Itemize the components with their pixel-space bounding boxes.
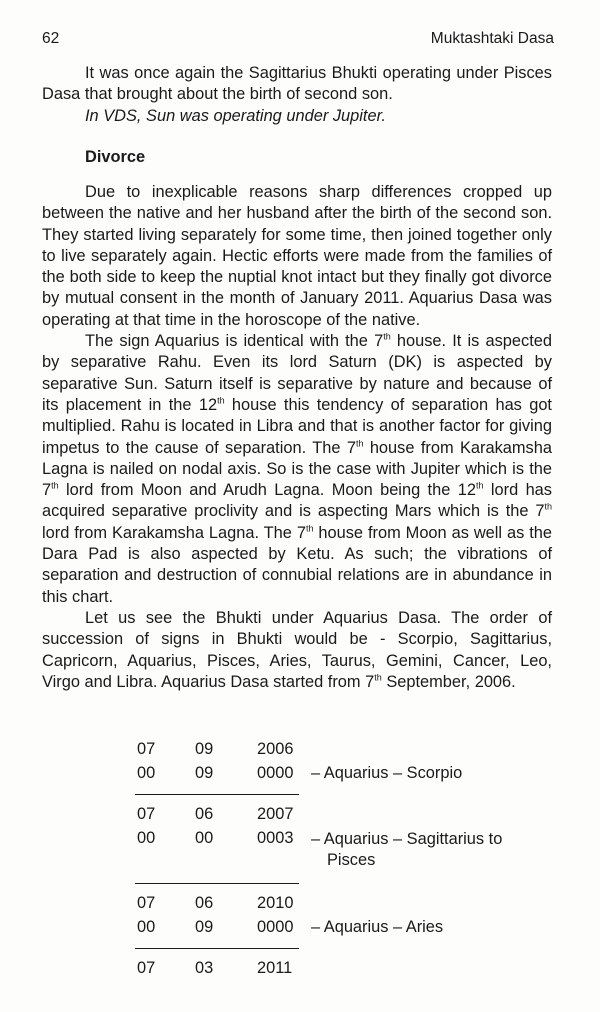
table-row: 07 03 2011 bbox=[137, 959, 293, 977]
paragraph-divorce-context: Due to inexplicable reasons sharp differences cropped up between the native and her husband after the birth of the second son. They started living separately for some time, then joined together only to live separately again. Hectic efforts were made from the families of the both side to keep the nuptial knot intact but they finally got divorce by mutual consent in the month of January 2011. Aquarius Dasa was operating at that time in the horoscope of the native. bbox=[42, 183, 552, 329]
table-group bbox=[135, 740, 555, 795]
table-row: 07 06 2010 bbox=[137, 894, 294, 912]
intro-paragraph: It was once again the Sagittarius Bhukti operating under Pisces Dasa that brought about the birth of second son. bbox=[42, 64, 552, 104]
paragraph-aquarius-analysis: The sign Aquarius is identical with the 7th house. It is aspected by separative Rahu. Even its lord Saturn (DK) is aspected by separative Sun. Saturn itself is separative by nature and because of its placement in the 12th house this tendency of separation has got multiplied. Rahu is located in Libra and that is another factor for giving impetus to the cause of separation. The 7th house from Karakamsha Lagna is nailed on nodal axis. So is the case with Jupiter which is the 7th lord from Moon and Arudh Lagna. Moon being the 12th lord has acquired separative proclivity and is aspecting Mars which is the 7th lord from Karakamsha Lagna. The 7th house from Moon as well as the Dara Pad is also aspected by Ketu. As such; the vibrations of separation and destruction of connubial relations are in abundance in this chart. bbox=[42, 331, 552, 606]
table-row: 07 09 2006 bbox=[137, 740, 294, 758]
paragraph-bhukti-order: Let us see the Bhukti under Aquarius Dasa. The order of succession of signs in Bhukti would be - Scorpio, Sagittarius, Capricorn, Aquarius, Pisces, Aries, Taurus, Gemini, Cancer, Leo, Virgo and Libra. Aquarius Dasa started from 7th September, 2006. bbox=[42, 608, 552, 691]
intro-italic-note: In VDS, Sun was operating under Jupiter. bbox=[85, 106, 386, 125]
page-header bbox=[42, 30, 554, 48]
section-heading: Divorce bbox=[85, 148, 146, 166]
table-group bbox=[135, 894, 555, 949]
table-group bbox=[135, 805, 555, 884]
table-divider bbox=[135, 948, 299, 949]
page-number: 62 bbox=[42, 30, 60, 47]
table-row: 07 06 2007 bbox=[137, 805, 294, 823]
intro-text bbox=[42, 63, 552, 127]
running-title: Muktashtaki Dasa bbox=[430, 30, 554, 47]
table-divider bbox=[135, 794, 299, 795]
table-row: 00 09 0000 – Aquarius – Scorpio bbox=[137, 764, 463, 782]
bhukti-label: – Aquarius – Aries bbox=[311, 918, 444, 936]
table-divider bbox=[135, 883, 299, 884]
section-body bbox=[42, 182, 552, 693]
bhukti-label: – Aquarius – Scorpio bbox=[311, 764, 463, 782]
table-row: 00 09 0000 – Aquarius – Aries bbox=[137, 918, 444, 936]
dasa-date-table bbox=[135, 740, 555, 983]
table-row: 00 00 0003 – Aquarius – Sagittarius to Pisces bbox=[135, 829, 555, 877]
bhukti-label: – Aquarius – Sagittarius to Pisces bbox=[311, 830, 503, 869]
